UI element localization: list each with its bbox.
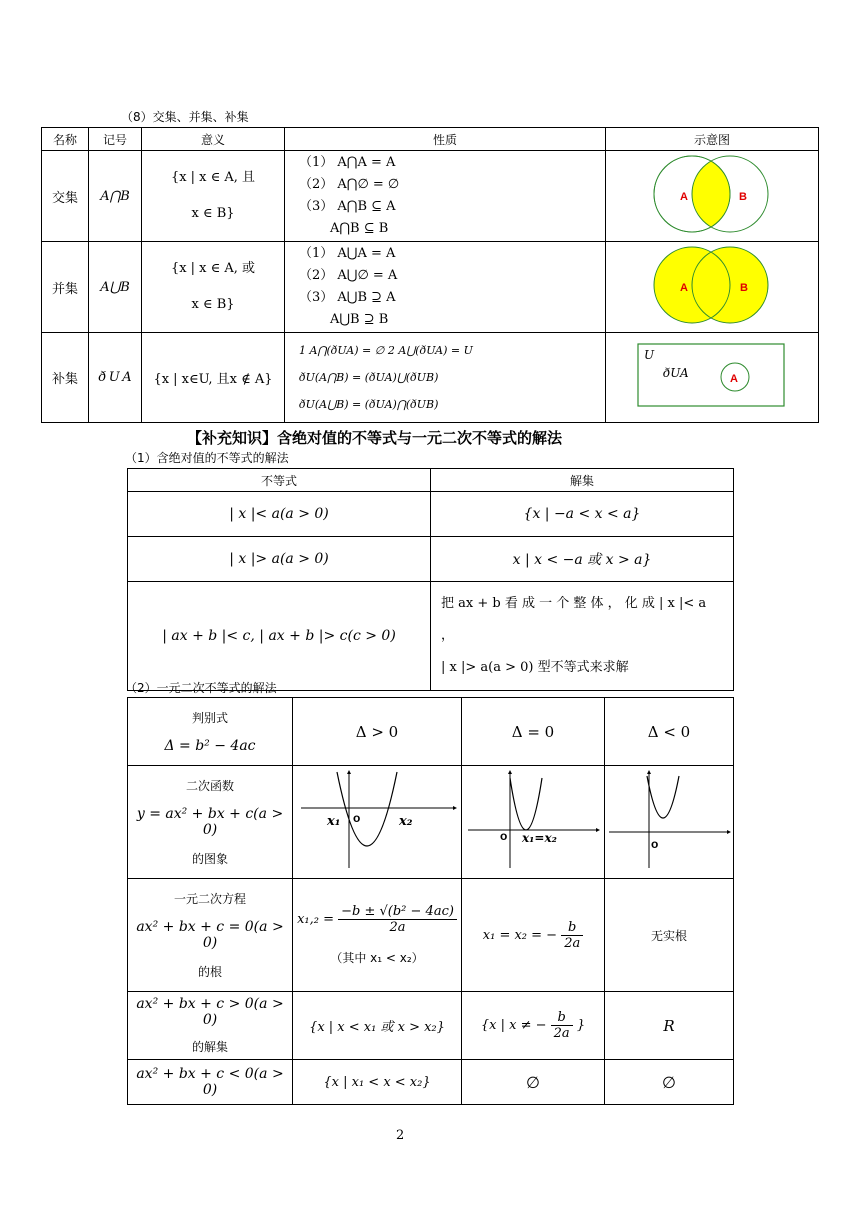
complement-label: ðUA	[663, 365, 689, 380]
gt-mid-rhs: }	[576, 1018, 586, 1033]
abs-row-3-sol	[431, 582, 734, 691]
meaning-line-2: x ∈ B}	[191, 206, 235, 221]
row-intersection-diagram	[606, 151, 819, 242]
row-union-symbol: A⋃B	[89, 242, 142, 333]
gt-sol-case-2	[462, 992, 605, 1060]
eq-label-1: 一元二次方程	[173, 892, 246, 906]
root-formula-lhs: x₁,₂ =	[297, 912, 334, 927]
header-symbol: 记号	[89, 128, 142, 151]
supplement-heading: 【补充知识】含绝对值的不等式与一元二次不等式的解法	[187, 429, 563, 447]
gt-label-cell	[128, 992, 293, 1060]
func-label-cell	[128, 766, 293, 879]
lt-sol-case-1: {x | x₁ < x < x₂}	[293, 1060, 462, 1105]
case-eq: Δ = 0	[462, 698, 605, 766]
disc-formula: Δ = b² − 4ac	[164, 738, 256, 754]
universal-set-rect	[638, 344, 784, 406]
row-intersection-name: 交集	[42, 151, 89, 242]
row-intersection-symbol: A⋂B	[89, 151, 142, 242]
row-complement-symbol: ð U A	[89, 333, 142, 423]
meaning-line-2: x ∈ B}	[191, 297, 235, 312]
abs-row-2-ineq: | x |> a(a > 0)	[128, 537, 431, 582]
quadratic-inequality-table	[127, 697, 734, 1105]
page-number: 2	[396, 1128, 405, 1143]
root-note: （其中 x₁ < x₂）	[330, 951, 424, 965]
abs-row-1-ineq: | x |< a(a > 0)	[128, 492, 431, 537]
row-union-name: 并集	[42, 242, 89, 333]
func-label-1: 二次函数	[185, 779, 234, 793]
gt-label-2: 的解集	[191, 1040, 228, 1054]
prop-3: （3） A⋃B ⊇ A	[299, 290, 396, 305]
abs-row-3-sol-line-1: 把 ax + b 看 成 一 个 整 体 ， 化 成 | x |< a ，	[441, 596, 707, 643]
caption-set-ops: （8）交集、并集、补集	[121, 110, 249, 124]
venn-label-a: A	[680, 282, 688, 294]
header-meaning: 意义	[142, 128, 285, 151]
row-complement-meaning: {x | x∈U, 且x ∉ A}	[142, 333, 285, 423]
root-formula-den: 2a	[389, 920, 406, 935]
venn-intersection-diagram	[632, 152, 792, 236]
disc-label: 判别式	[191, 711, 228, 725]
abs-inequality-table	[127, 468, 734, 691]
row-complement-props	[285, 333, 606, 423]
parabola-double-root	[466, 770, 600, 870]
graph-eq-cell	[462, 766, 605, 879]
parabola	[337, 772, 397, 846]
case-lt: Δ < 0	[605, 698, 734, 766]
parabola	[510, 778, 542, 830]
func-label-2: y = ax² + bx + c(a > 0)	[136, 806, 284, 838]
prop-1: （1） A⋂A = A	[299, 155, 396, 170]
prop-4: A⋂B ⊆ B	[330, 221, 389, 236]
row-union-diagram	[606, 242, 819, 333]
complement-diagram	[637, 343, 787, 409]
lt-sol-case-2: ∅	[462, 1060, 605, 1105]
root-formula-fraction	[338, 904, 457, 935]
double-root-label: x₁=x₂	[522, 831, 557, 845]
prop-1: （1） A⋃A = A	[299, 246, 396, 261]
venn-union-diagram	[632, 243, 792, 327]
lt-sol-case-3: ∅	[605, 1060, 734, 1105]
roots-lt-cell: 无实根	[605, 879, 734, 992]
origin-o: o	[353, 811, 361, 825]
header-name: 名称	[42, 128, 89, 151]
origin-o: o	[651, 837, 659, 851]
graph-lt-cell	[605, 766, 734, 879]
graph-gt-cell	[293, 766, 462, 879]
double-root-lhs: x₁ = x₂ = −	[482, 927, 558, 943]
roots-eq-cell	[462, 879, 605, 992]
abs-row-3-ineq: | ax + b |< c, | ax + b |> c(c > 0)	[128, 582, 431, 691]
header-inequality: 不等式	[128, 469, 431, 492]
parabola-no-root	[607, 770, 731, 870]
row-complement-name: 补集	[42, 333, 89, 423]
prop-3: ðU(A⋃B) = (ðUA)⋂(ðUB)	[299, 398, 439, 411]
set-operations-table	[41, 127, 819, 423]
roots-gt-cell	[293, 879, 462, 992]
parabola-two-roots	[297, 770, 457, 870]
row-intersection-props	[285, 151, 606, 242]
gt-sol-case-1: {x | x < x₁ 或 x > x₂}	[293, 992, 462, 1060]
lt-label-cell: ax² + bx + c < 0(a > 0)	[128, 1060, 293, 1105]
row-intersection-meaning	[142, 151, 285, 242]
header-properties: 性质	[285, 128, 606, 151]
venn-label-b: B	[740, 282, 748, 294]
caption-quadratic: （2）一元二次不等式的解法	[125, 681, 277, 695]
prop-2: （2） A⋂∅ = ∅	[299, 177, 400, 192]
header-diagram: 示意图	[606, 128, 819, 151]
meaning-line-1: {x | x ∈ A, 且	[170, 170, 256, 185]
eq-label-cell	[128, 879, 293, 992]
gt-mid-den: 2a	[553, 1026, 570, 1041]
double-root-num: b	[561, 920, 583, 936]
double-root-fraction	[561, 920, 583, 951]
prop-2: ðU(A⋂B) = (ðUA)⋃(ðUB)	[299, 371, 439, 384]
row-union-props	[285, 242, 606, 333]
gt-label-1: ax² + bx + c > 0(a > 0)	[136, 996, 284, 1028]
eq-label-2: ax² + bx + c = 0(a > 0)	[136, 919, 284, 951]
gt-sol-case-3: R	[605, 992, 734, 1060]
abs-row-1-sol: {x | −a < x < a}	[431, 492, 734, 537]
row-union-meaning	[142, 242, 285, 333]
venn-label-a: A	[680, 191, 688, 203]
root-formula-num: −b ± √(b² − 4ac)	[338, 904, 457, 920]
parabola	[647, 776, 679, 818]
set-a-label: A	[730, 372, 738, 385]
venn-label-b: B	[739, 191, 747, 203]
eq-label-3: 的根	[197, 965, 222, 979]
header-solution: 解集	[431, 469, 734, 492]
prop-1: 1 A⋂(ðUA) = ∅ 2 A⋃(ðUA) = U	[299, 344, 473, 357]
prop-3: （3） A⋂B ⊆ A	[299, 199, 396, 214]
prop-4: A⋃B ⊇ B	[330, 312, 389, 327]
gt-mid-fraction	[551, 1010, 573, 1041]
case-gt: Δ > 0	[293, 698, 462, 766]
func-label-3: 的图象	[191, 852, 228, 866]
abs-row-2-sol: x | x < −a 或 x > a}	[431, 537, 734, 582]
gt-mid-lhs: {x | x ≠ −	[480, 1018, 547, 1033]
double-root-den: 2a	[564, 935, 581, 951]
caption-abs: （1）含绝对值的不等式的解法	[125, 451, 289, 465]
disc-label-cell	[128, 698, 293, 766]
row-complement-diagram	[606, 333, 819, 423]
root-x2: x₂	[399, 814, 413, 829]
root-x1: x₁	[327, 814, 341, 829]
origin-o: o	[500, 829, 508, 843]
universal-label: U	[644, 347, 655, 362]
abs-row-3-sol-line-2: | x |> a(a > 0) 型不等式来求解	[441, 660, 629, 675]
prop-2: （2） A⋃∅ = A	[299, 268, 398, 283]
meaning-line-1: {x | x ∈ A, 或	[170, 261, 256, 276]
gt-mid-num: b	[551, 1010, 573, 1026]
